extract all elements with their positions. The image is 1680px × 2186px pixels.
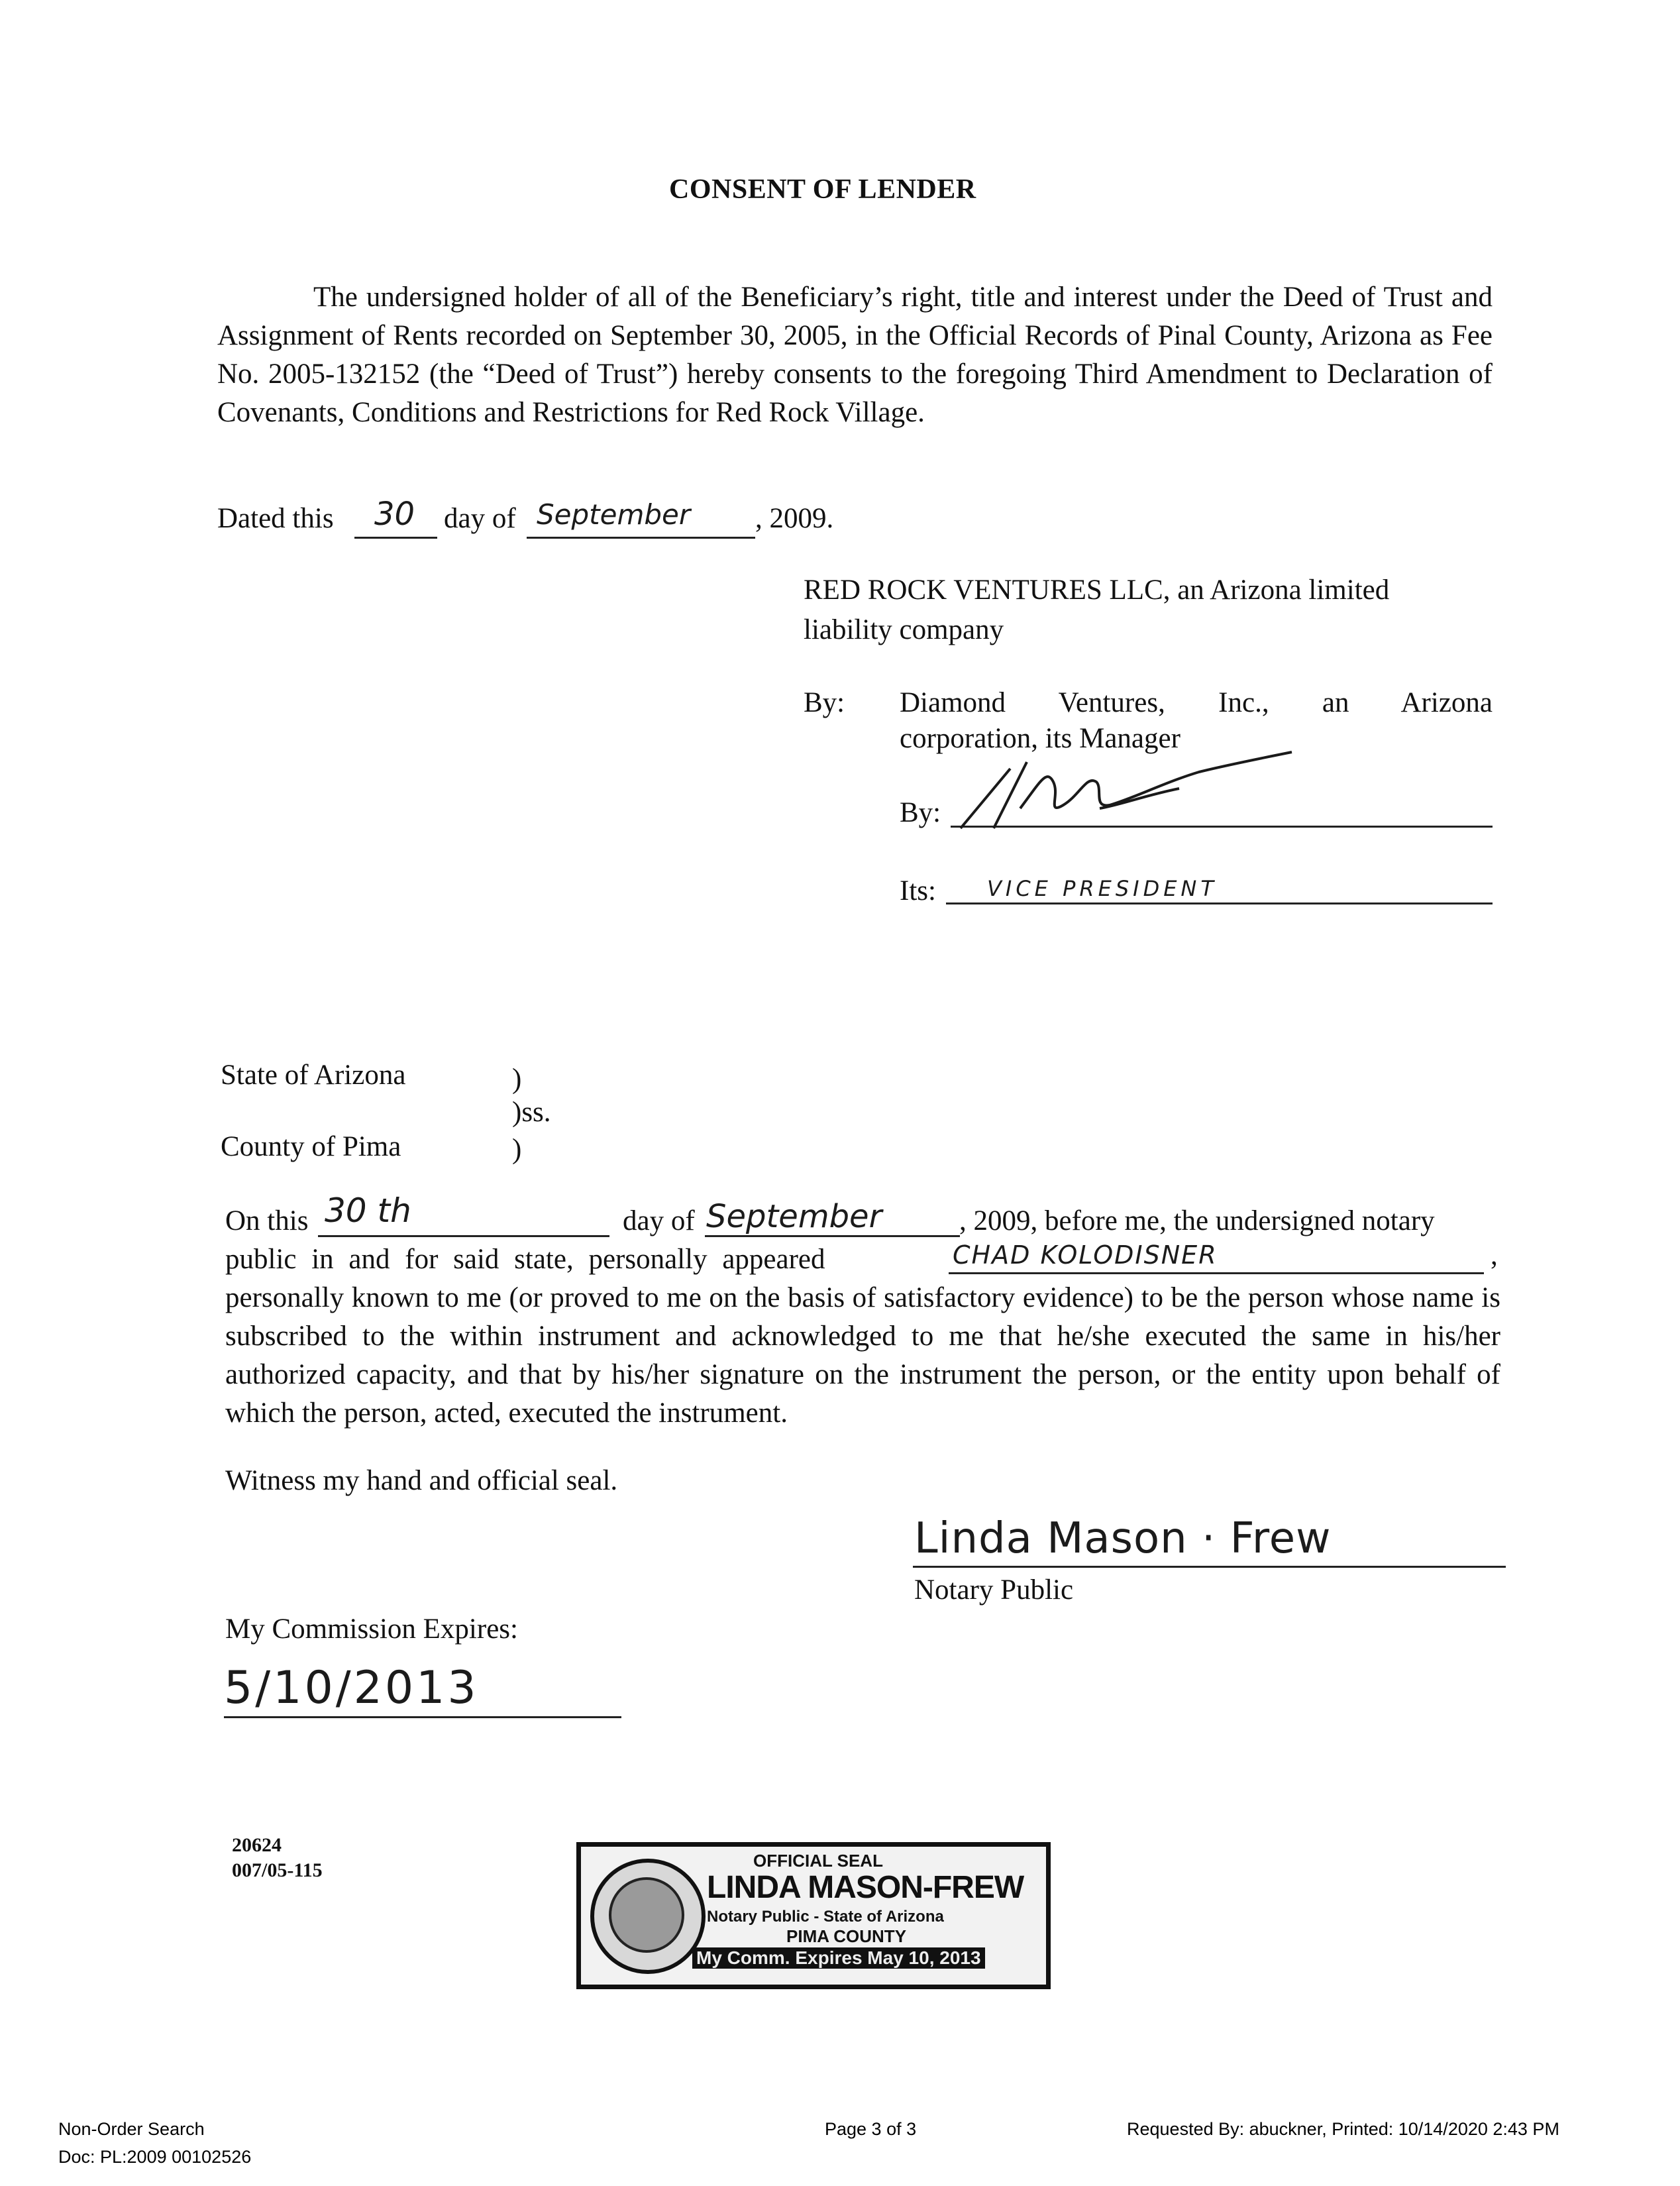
notary-year-text: , 2009, before me, the undersigned notary — [959, 1205, 1435, 1236]
entity-line-1: RED ROCK VENTURES LLC, an Arizona limited — [804, 574, 1390, 606]
notary-line2-prefix: public in and for said state, personally appeared — [225, 1244, 825, 1275]
venue-paren-3: ) — [512, 1134, 522, 1165]
its-handwritten: VICE PRESIDENT — [987, 876, 1218, 901]
commission-label: My Commission Expires: — [225, 1613, 518, 1645]
dated-suffix: , 2009. — [755, 503, 834, 534]
dated-prefix: Dated this — [217, 503, 334, 534]
its-line — [946, 902, 1493, 904]
venue-county: County of Pima — [221, 1131, 401, 1162]
ref-code-2: 007/05-115 — [232, 1859, 323, 1881]
notary-day-of: day of — [623, 1205, 695, 1236]
dated-month-line — [527, 537, 755, 539]
entity-line-2: liability company — [804, 614, 1004, 645]
venue-state: State of Arizona — [221, 1060, 406, 1091]
venue-ss: )ss. — [512, 1097, 551, 1128]
notary-signature-line — [913, 1566, 1506, 1568]
dated-month-handwritten: September — [537, 498, 691, 531]
notary-public-label: Notary Public — [914, 1574, 1074, 1606]
its-label: Its: — [900, 875, 936, 906]
dated-mid: day of — [444, 503, 516, 534]
manager-line-1: Diamond Ventures, Inc., an Arizona — [900, 687, 1493, 718]
arizona-state-seal-icon — [590, 1859, 706, 1974]
notary-signature: Linda Mason · Frew — [914, 1514, 1332, 1563]
notary-person-handwritten: CHAD KOLODISNER — [953, 1240, 1218, 1270]
footer-page-number: Page 3 of 3 — [825, 2119, 917, 2139]
notary-comma: , — [1491, 1240, 1498, 1271]
notary-day-line — [318, 1235, 609, 1237]
seal-line-3: Notary Public - State of Arizona — [707, 1908, 944, 1926]
witness-text: Witness my hand and official seal. — [225, 1465, 618, 1496]
dated-day-line — [354, 537, 437, 539]
notary-day-handwritten: 30 th — [325, 1191, 411, 1230]
footer-doc-id: Doc: PL:2009 00102526 — [58, 2147, 252, 2167]
manager-line-2: corporation, its Manager — [900, 723, 1181, 754]
notary-on-this: On this — [225, 1205, 309, 1236]
commission-date-handwritten: 5/10/2013 — [224, 1662, 479, 1714]
notary-seal-stamp — [576, 1842, 1051, 1989]
seal-line-2: LINDA MASON-FREW — [707, 1870, 1024, 1905]
seal-line-1: OFFICIAL SEAL — [753, 1851, 883, 1871]
venue-paren-1: ) — [512, 1064, 522, 1095]
notary-paragraph-rest: personally known to me (or proved to me on the basis of satisfactory evidence) to be the person whose name is subscribed to the within instrument and acknowledged to me that he/she executed the same in his/her authorized capacity, and that by his/her signature on the instrument the person, or the entity upon behalf of which the person, acted, executed the instrument. — [225, 1282, 1500, 1429]
signature-by-label: By: — [900, 797, 941, 828]
notary-month-line — [705, 1235, 960, 1237]
commission-date-line — [224, 1716, 621, 1718]
notary-person-line — [949, 1272, 1484, 1274]
consent-paragraph: The undersigned holder of all of the Beneficiary’s right, title and interest under the Deed of Trust and Assignment of Rents recorded on September 30, 2005, in the Official Records of Pinal County, Arizona as Fee No. 2005-132152 (the “Deed of Trust”) hereby consents to the foregoing Third Amendment to Declaration of Covenants, Conditions and Restrictions for Red Rock Village. — [217, 282, 1493, 428]
notary-month-handwritten: September — [706, 1198, 882, 1235]
footer-requested-by: Requested By: abuckner, Printed: 10/14/2020 2:43 PM — [1127, 2119, 1559, 2139]
by-label: By: — [804, 687, 845, 718]
officer-signature-scribble — [947, 742, 1318, 835]
footer-search-type: Non-Order Search — [58, 2119, 205, 2139]
dated-day-handwritten: 30 — [374, 496, 415, 533]
seal-line-4: PIMA COUNTY — [786, 1926, 907, 1946]
ref-code-1: 20624 — [232, 1834, 282, 1856]
document-title: CONSENT OF LENDER — [669, 174, 976, 205]
seal-line-5: My Comm. Expires May 10, 2013 — [692, 1947, 985, 1969]
